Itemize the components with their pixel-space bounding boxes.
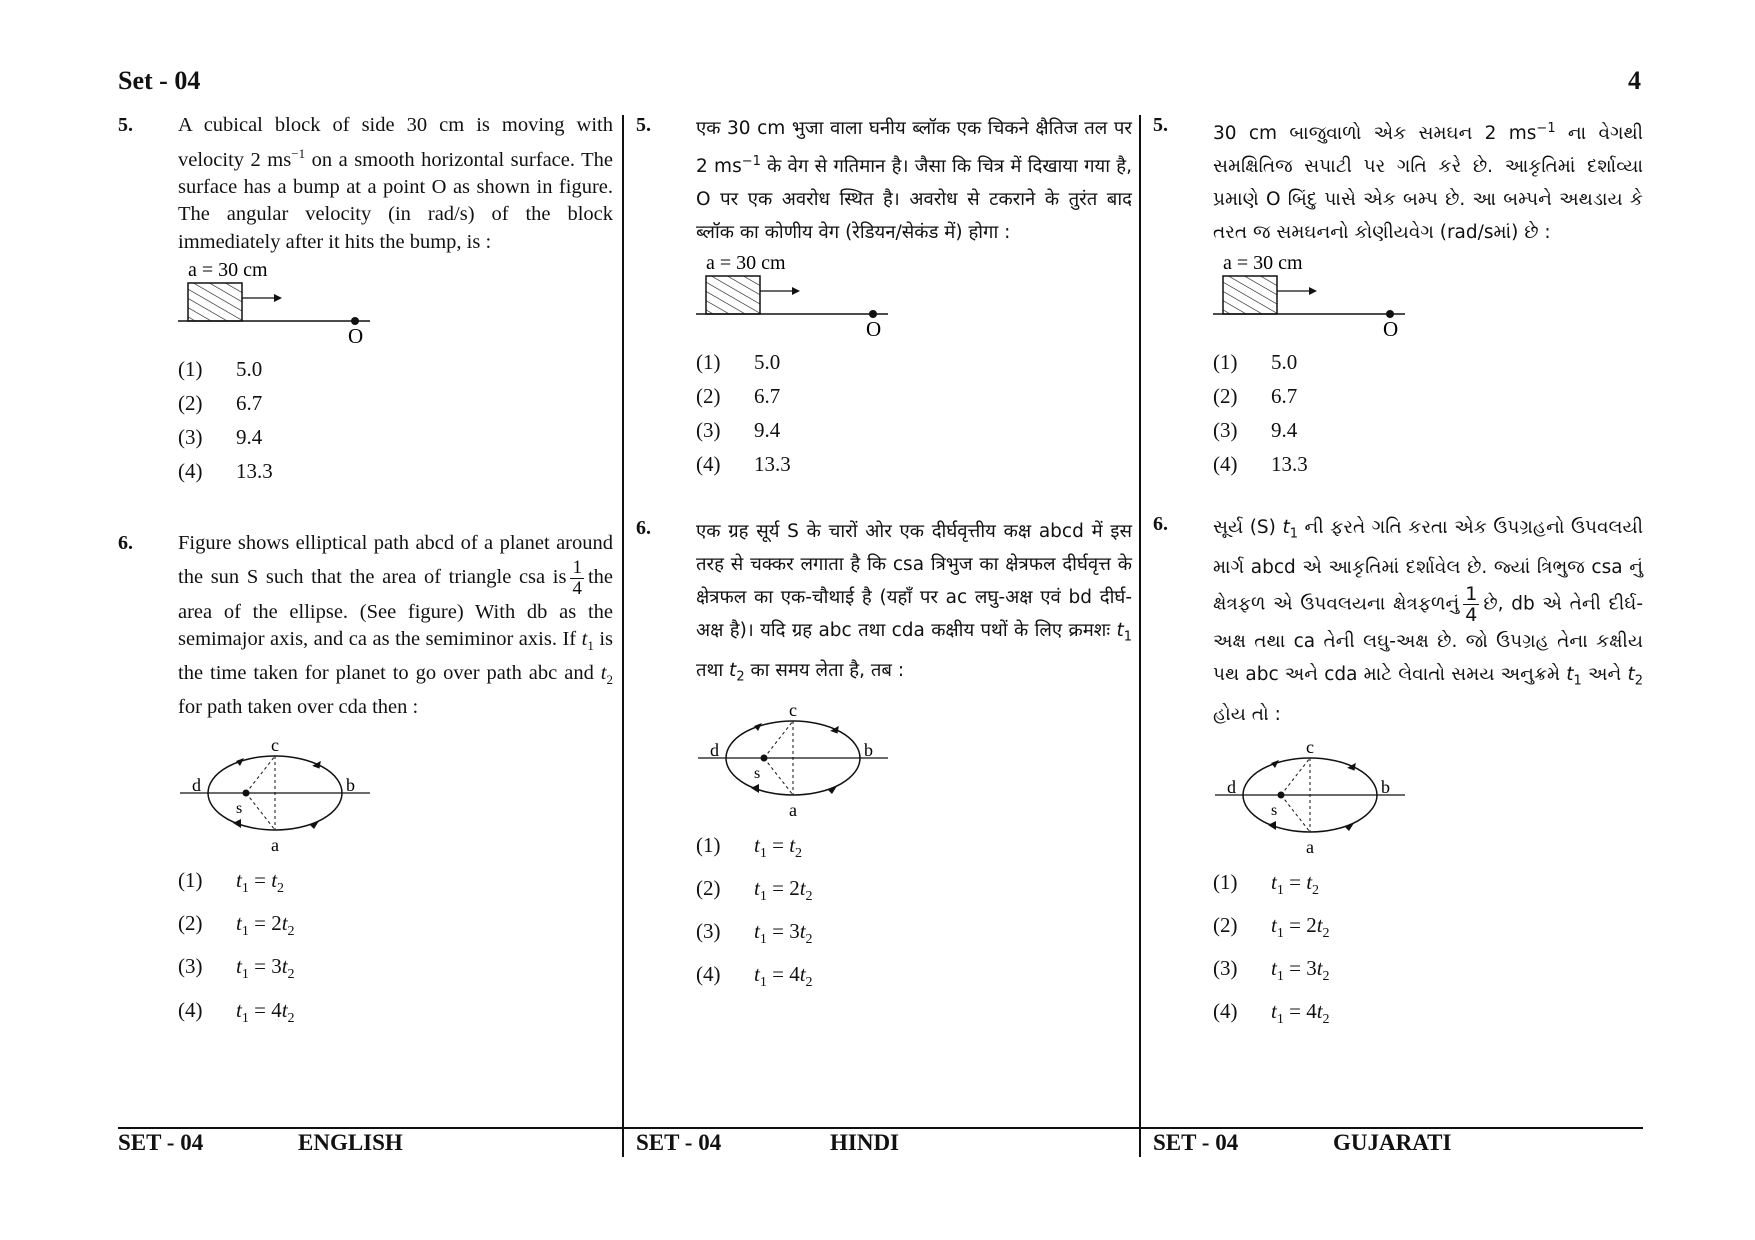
var-t: t <box>281 997 288 1022</box>
subscript: 2 <box>287 924 295 940</box>
subscript: 1 <box>241 924 249 940</box>
var-t: t <box>236 954 242 979</box>
subscript: 2 <box>287 967 295 983</box>
option-label: (2) <box>178 391 203 416</box>
direction-arrow <box>751 784 759 793</box>
option-label: (2) <box>1213 384 1238 409</box>
footer-set-hindi: SET - 04 <box>636 1130 722 1155</box>
var-t: t <box>236 868 242 893</box>
fraction-numerator: 1 <box>572 556 582 578</box>
fraction-denominator: 4 <box>1465 603 1478 626</box>
question-text <box>696 515 1132 693</box>
equals: = <box>248 954 272 979</box>
direction-arrow <box>233 819 241 828</box>
var-t: t <box>1271 912 1277 937</box>
option-value <box>754 828 802 871</box>
page-set-label: Set - 04 <box>118 66 201 95</box>
var-t: t <box>799 918 806 943</box>
var-t: t <box>281 911 288 936</box>
option-2[interactable] <box>1213 908 1643 951</box>
var-t: t <box>799 875 806 900</box>
option-label: (1) <box>1213 869 1238 894</box>
option-value <box>754 957 813 1000</box>
side-label: a = 30 cm <box>188 259 268 282</box>
var-t: t <box>729 659 737 681</box>
gujarati-question-5 <box>1153 112 1643 481</box>
var-t: t <box>1271 999 1277 1024</box>
option-value: 9.4 <box>754 418 781 443</box>
subscript: 2 <box>287 1010 295 1026</box>
option-2[interactable] <box>178 906 613 949</box>
label-b: b <box>1381 776 1390 797</box>
subscript: 2 <box>606 672 613 688</box>
text-part: ના વેગથી સમક્ષિતિજ સપાટી પર ગતિ કરે છે. આકૃતિમાં દર્શાવ્યા પ્રમાણે O બિંદુ પાસે એક બમ્પ છે. આ બમ્પને અથડાય કે તરત જ સમઘનનો કોણીયવેગ (rad/sમાં) છે : <box>1213 123 1644 244</box>
text-part: तथा <box>696 659 730 681</box>
option-value: 9.4 <box>1271 418 1298 443</box>
column-divider-2 <box>1139 115 1141 1157</box>
subscript: 1 <box>1289 526 1298 542</box>
option-label: (3) <box>178 954 203 979</box>
option-value <box>1271 951 1330 994</box>
var-t: t <box>1316 999 1323 1024</box>
subscript: 2 <box>805 888 813 904</box>
equals: = <box>248 997 272 1022</box>
option-1[interactable] <box>178 863 613 906</box>
ellipse-orbit-figure <box>1213 741 1413 861</box>
subscript: 2 <box>1634 673 1643 689</box>
subscript: 1 <box>759 932 767 948</box>
var-t: t <box>754 918 760 943</box>
ellipse-orbit-figure <box>696 704 896 824</box>
text-part: અને <box>1581 663 1628 685</box>
option-value <box>1271 865 1319 908</box>
var-t: t <box>1116 620 1124 642</box>
sun-point <box>761 754 768 761</box>
var-t: t <box>754 832 760 857</box>
option-label: (2) <box>696 384 721 409</box>
text-part: 30 cm બાજુવાળો એક સમઘન 2 ms <box>1213 123 1537 145</box>
equals: = <box>766 962 790 987</box>
subscript: 2 <box>1312 882 1320 898</box>
option-label: (2) <box>696 875 721 900</box>
label-a: a <box>271 835 279 856</box>
option-4[interactable] <box>1213 447 1643 481</box>
subscript: 1 <box>241 967 249 983</box>
var-t: t <box>600 661 607 684</box>
option-value: 5.0 <box>236 357 263 382</box>
label-s: s <box>754 764 761 782</box>
subscript: 1 <box>759 845 767 861</box>
option-value <box>1271 994 1330 1037</box>
option-label: (1) <box>178 868 203 893</box>
exponent: −1 <box>1536 121 1556 136</box>
option-1[interactable] <box>1213 865 1643 908</box>
question-text <box>1213 511 1643 730</box>
option-2[interactable] <box>178 386 613 420</box>
block-bump-figure <box>696 249 896 341</box>
text-part: Figure shows elliptical path abcd of a planet around the sun S such that the area of triangle csa is <box>178 532 613 589</box>
label-c: c <box>271 739 279 756</box>
hindi-question-5 <box>636 112 1132 481</box>
question-text <box>696 112 1132 249</box>
ellipse-orbit-figure <box>178 739 378 859</box>
coefficient: 4 <box>789 962 800 987</box>
option-2[interactable] <box>696 379 1132 413</box>
label-s: s <box>1271 801 1278 819</box>
var-t: t <box>1306 869 1313 894</box>
option-value <box>1271 908 1330 951</box>
var-t: t <box>1271 955 1277 980</box>
subscript: 2 <box>1322 925 1330 941</box>
var-t: t <box>236 911 242 936</box>
direction-arrow <box>1268 821 1276 830</box>
option-3[interactable] <box>696 914 1132 957</box>
coefficient: 2 <box>271 911 282 936</box>
option-value <box>236 949 295 992</box>
equals: = <box>1283 869 1307 894</box>
text-part: एक 30 cm भुजा वाला घनीय ब्लॉक एक चिकने क्षैतिज तल पर 2 ms <box>696 118 1132 178</box>
text-part: the area of the ellipse. (See figure) With db as the semimajor axis, and ca as the semiminor axis. If <box>178 566 613 651</box>
var-t: t <box>1627 663 1635 685</box>
subscript: 2 <box>1322 969 1330 985</box>
coefficient: 3 <box>271 954 282 979</box>
var-t: t <box>799 962 806 987</box>
option-3[interactable] <box>696 413 1132 447</box>
option-label: (4) <box>696 452 721 477</box>
var-t: t <box>236 997 242 1022</box>
footer-set-english: SET - 04 <box>118 1130 204 1155</box>
coefficient: 3 <box>789 918 800 943</box>
equals: = <box>248 911 272 936</box>
subscript: 1 <box>759 888 767 904</box>
var-t: t <box>1271 869 1277 894</box>
equals: = <box>1283 912 1307 937</box>
equals: = <box>248 868 272 893</box>
text-part: A cubical block of side 30 cm is moving with velocity 2 ms <box>178 114 613 171</box>
sun-point <box>243 790 250 797</box>
gujarati-question-6 <box>1153 511 1643 1037</box>
direction-arrow <box>236 758 244 766</box>
label-b: b <box>864 739 873 760</box>
label-d: d <box>710 739 719 760</box>
option-label: (3) <box>178 425 203 450</box>
option-1[interactable] <box>1213 345 1643 379</box>
point-label: O <box>866 317 882 342</box>
var-t: t <box>581 628 588 651</box>
option-value <box>236 906 295 949</box>
subscript: 1 <box>241 1010 249 1026</box>
option-label: (4) <box>1213 999 1238 1024</box>
option-2[interactable] <box>1213 379 1643 413</box>
option-4[interactable] <box>696 447 1132 481</box>
var-t: t <box>1316 912 1323 937</box>
footer-language-english: ENGLISH <box>298 1130 403 1155</box>
equals: = <box>1283 955 1307 980</box>
side-label: a = 30 cm <box>1223 252 1303 275</box>
option-2[interactable] <box>696 871 1132 914</box>
label-d: d <box>1227 776 1236 797</box>
var-t: t <box>754 962 760 987</box>
option-4[interactable] <box>178 454 613 488</box>
block-bump-figure <box>178 256 378 348</box>
text-part: is the time taken for planet to go over path abc and <box>178 628 613 684</box>
exponent: −1 <box>291 145 306 161</box>
text-part: के वेग से गतिमान है। जैसा कि चित्र में दिखाया गया है, O पर एक अवरोध स्थित है। अवरोध से टकराने के तुरंत बाद ब्लॉक का कोणीय वेग (रेडियन/सेकंड में) होगा : <box>696 156 1132 244</box>
footer-language-hindi: HINDI <box>830 1130 900 1155</box>
question-number: 6. <box>1153 513 1168 536</box>
coefficient: 2 <box>789 875 800 900</box>
label-d: d <box>192 775 201 796</box>
option-label: (3) <box>1213 418 1238 443</box>
subscript: 1 <box>1276 1012 1284 1028</box>
footer-language-gujarati: GUJARATI <box>1333 1130 1452 1155</box>
coefficient: 3 <box>1306 955 1317 980</box>
footer-set-gujarati: SET - 04 <box>1153 1130 1239 1155</box>
option-1[interactable] <box>696 345 1132 379</box>
label-b: b <box>346 775 355 796</box>
var-t: t <box>1566 663 1574 685</box>
option-label: (4) <box>696 962 721 987</box>
option-label: (1) <box>696 832 721 857</box>
subscript: 2 <box>736 669 745 685</box>
text-part: एक ग्रह सूर्य S के चारों ओर एक दीर्घवृत्तीय कक्ष abcd में इस तरह से चक्कर लगाता है कि csa त्रिभुज का क्षेत्रफल दीर्घवृत्त के क्षेत्रफल का एक-चौथाई है (यहाँ पर ac लघु-अक्ष एवं bd दीर्घ-अक्ष है)। यदि ग्रह abc तथा cda कक्षीय पथों के लिए क्रमशः <box>696 521 1132 642</box>
option-value: 6.7 <box>1271 384 1298 409</box>
options-list <box>696 828 1132 1001</box>
option-label: (2) <box>1213 912 1238 937</box>
equals: = <box>766 918 790 943</box>
label-c: c <box>1306 740 1314 757</box>
subscript: 2 <box>805 975 813 991</box>
cube-block <box>706 276 760 314</box>
side-label: a = 30 cm <box>706 252 786 275</box>
label-s: s <box>236 800 243 818</box>
subscript: 1 <box>1276 925 1284 941</box>
option-value: 5.0 <box>754 350 781 375</box>
question-number: 5. <box>118 114 133 136</box>
subscript: 2 <box>277 881 285 897</box>
options-list <box>1213 345 1643 481</box>
subscript: 2 <box>1322 1012 1330 1028</box>
cube-block <box>1223 276 1277 314</box>
equals: = <box>766 875 790 900</box>
option-label: (1) <box>1213 350 1238 375</box>
question-number: 6. <box>636 517 651 540</box>
option-value: 5.0 <box>1271 350 1298 375</box>
subscript: 1 <box>587 638 594 654</box>
hindi-column <box>636 112 1132 1000</box>
cube-block <box>188 283 242 321</box>
question-text <box>1213 112 1643 249</box>
point-label: O <box>1383 317 1399 342</box>
subscript: 1 <box>1276 882 1284 898</box>
gujarati-column <box>1153 112 1643 1037</box>
var-t: t <box>281 954 288 979</box>
english-question-6 <box>118 530 613 1035</box>
options-list <box>696 345 1132 481</box>
options-list <box>178 352 613 488</box>
subscript: 2 <box>795 845 803 861</box>
fraction <box>570 558 584 599</box>
velocity-arrow <box>1309 287 1317 295</box>
fraction-numerator: 1 <box>1465 582 1478 605</box>
fraction-denominator: 4 <box>572 577 582 599</box>
option-value: 6.7 <box>754 384 781 409</box>
block-bump-figure <box>1213 249 1413 341</box>
english-column <box>118 112 613 1036</box>
question-text <box>178 112 613 256</box>
option-value: 13.3 <box>754 452 791 477</box>
option-4[interactable] <box>1213 994 1643 1037</box>
text-part: છે, db એ તેની દીર્ઘ-અક્ષ તથા ca તેની લઘુ-અક્ષ છે. જો ઉપગ્રહ તેના કક્ષીય પથ abc અને cda માટે લેવાતો સમય અનુક્રમે <box>1213 593 1643 685</box>
label-a: a <box>789 799 797 820</box>
option-value <box>754 914 813 957</box>
option-value <box>236 863 284 906</box>
option-label: (3) <box>1213 955 1238 980</box>
coefficient: 4 <box>271 997 282 1022</box>
question-number: 6. <box>118 532 133 555</box>
option-3[interactable] <box>178 420 613 454</box>
var-t: t <box>1282 517 1290 539</box>
option-label: (4) <box>178 997 203 1022</box>
velocity-arrow <box>792 287 800 295</box>
question-text <box>178 530 613 721</box>
option-1[interactable] <box>178 352 613 386</box>
page-number: 4 <box>1628 66 1641 95</box>
direction-arrow <box>1271 760 1279 768</box>
subscript: 1 <box>1123 629 1132 645</box>
option-value <box>236 993 295 1036</box>
option-label: (4) <box>178 459 203 484</box>
hindi-question-6 <box>636 515 1132 1000</box>
option-label: (3) <box>696 418 721 443</box>
option-value: 9.4 <box>236 425 263 450</box>
options-list <box>178 863 613 1036</box>
option-value <box>754 871 813 914</box>
column-divider-1 <box>622 115 624 1157</box>
var-t: t <box>789 832 796 857</box>
option-label: (1) <box>696 350 721 375</box>
coefficient: 2 <box>1306 912 1317 937</box>
velocity-arrow <box>274 294 282 302</box>
option-label: (2) <box>178 911 203 936</box>
label-a: a <box>1306 836 1314 857</box>
option-4[interactable] <box>696 957 1132 1000</box>
sun-point <box>1278 791 1285 798</box>
text-part: હોય તો : <box>1213 703 1281 725</box>
var-t: t <box>271 868 278 893</box>
text-part: સૂર્ય (S) <box>1213 517 1283 539</box>
subscript: 1 <box>241 881 249 897</box>
option-label: (3) <box>696 918 721 943</box>
english-question-5 <box>118 112 613 488</box>
label-c: c <box>789 703 797 720</box>
subscript: 1 <box>759 975 767 991</box>
text-part: ની ફરતે ગતિ કરતા એક ઉપગ્રહનો ઉપવલયી માર્ગ abcd એ આકૃતિમાં દર્શાવેલ છે. જ્યાં ત્રિભુજ csa નું ક્ષેત્રફળ એ ઉપવલયના ક્ષેત્રફળનું <box>1213 517 1643 615</box>
option-3[interactable] <box>1213 951 1643 994</box>
question-number: 5. <box>1153 114 1168 136</box>
option-value: 13.3 <box>1271 452 1308 477</box>
option-label: (4) <box>1213 452 1238 477</box>
text-part: का समय लेता है, तब : <box>744 659 905 681</box>
var-t: t <box>1316 955 1323 980</box>
fraction <box>1463 584 1479 625</box>
equals: = <box>1283 999 1307 1024</box>
option-value: 6.7 <box>236 391 263 416</box>
option-1[interactable] <box>696 828 1132 871</box>
options-list <box>1213 865 1643 1038</box>
exponent: −1 <box>741 154 761 169</box>
option-4[interactable] <box>178 993 613 1036</box>
text-part: for path taken over cda then : <box>178 695 419 718</box>
subscript: 1 <box>1573 673 1582 689</box>
subscript: 2 <box>805 932 813 948</box>
point-label: O <box>348 324 364 349</box>
question-number: 5. <box>636 114 651 136</box>
text-part: on a smooth horizontal surface. The surface has a bump at a point O as shown in figure. The angular velocity (in rad/s) of the block immediately after it hits the bump, is : <box>178 148 613 253</box>
option-3[interactable] <box>1213 413 1643 447</box>
equals: = <box>766 832 790 857</box>
option-value: 13.3 <box>236 459 273 484</box>
var-t: t <box>754 875 760 900</box>
option-label: (1) <box>178 357 203 382</box>
coefficient: 4 <box>1306 999 1317 1024</box>
footer-rule <box>118 1127 1643 1129</box>
direction-arrow <box>754 723 762 731</box>
subscript: 1 <box>1276 969 1284 985</box>
option-3[interactable] <box>178 949 613 992</box>
